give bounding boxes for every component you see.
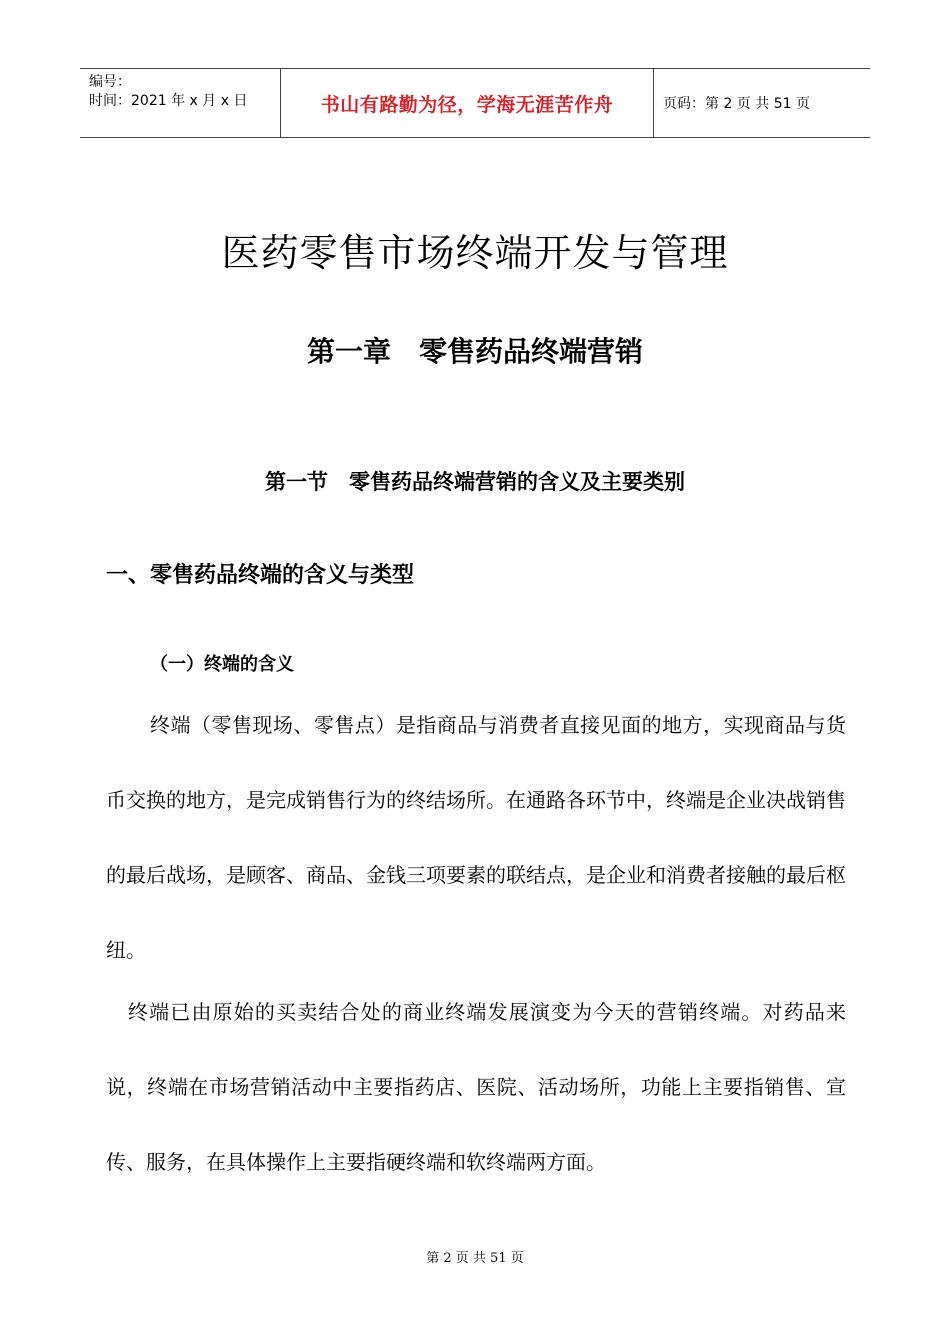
heading-level-2: （一）终端的含义 [150, 654, 294, 675]
chapter-heading: 第一章 零售药品终端营销 [306, 335, 643, 368]
header-table [80, 68, 870, 138]
section-heading: 第一节 零售药品终端营销的含义及主要类别 [265, 470, 685, 494]
page-footer: 第 2 页 共 51 页 [426, 1251, 524, 1266]
heading-level-1: 一、零售药品终端的含义与类型 [106, 563, 415, 588]
number-label: 编号： [89, 74, 131, 90]
header-page-info: 页码：第 2 页 共 51 页 [663, 96, 810, 112]
paragraph: 终端已由原始的买卖结合处的商业终端发展演变为今天的营销终端。对药品来说，终端在市场营销活动中主要指药店、医院、活动场所，功能上主要指销售、宣传、服务，在具体操作上主要指硬终端和软终端两方面。 [106, 1000, 846, 1174]
header-motto: 书山有路勤为径，学海无涯苦作舟 [281, 69, 654, 137]
document-title: 医药零售市场终端开发与管理 [221, 231, 729, 275]
time-label: 时间：2021 年 x 月 x 日 [89, 93, 248, 109]
header-meta-cell [80, 69, 281, 137]
paragraph: 终端（零售现场、零售点）是指商品与消费者直接见面的地方，实现商品与货币交换的地方，是完成销售行为的终结场所。在通路各环节中，终端是企业决战销售的最后战场，是顾客、商品、金钱三项要素的联结点，是企业和消费者接触的最后枢纽。 [106, 713, 846, 962]
